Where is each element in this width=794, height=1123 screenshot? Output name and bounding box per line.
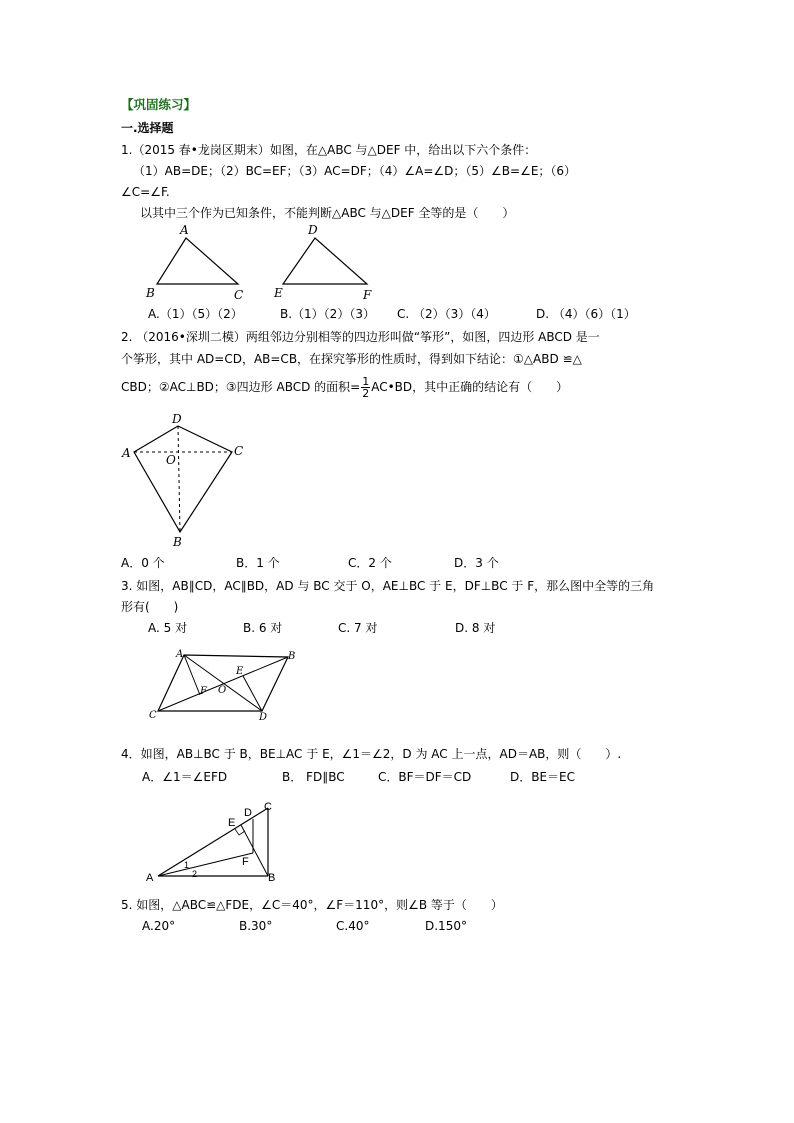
q2-label-d: D xyxy=(172,412,182,426)
q2-line2: 个筝形，其中 AD=CD，AB=CB，在探究筝形的性质时，得到如下结论：①△ABD ≌△ xyxy=(121,352,582,366)
section-title: 【巩固练习】 xyxy=(121,97,197,112)
kite-outline xyxy=(134,426,232,532)
q2-kite-figure xyxy=(118,410,258,552)
q3-label-o: O xyxy=(218,685,227,696)
q1-option-a[interactable]: A.（1）（5）（2） xyxy=(148,307,243,321)
q2-kite-svg xyxy=(118,410,258,552)
q3-option-a[interactable]: A. 5 对 xyxy=(148,621,188,635)
q4-label-d: D xyxy=(244,807,252,819)
q5-option-c[interactable]: C.40° xyxy=(336,919,370,933)
q2-option-b[interactable]: B．1 个 xyxy=(236,556,280,570)
q1-figure xyxy=(140,222,400,304)
q2-label-c: C xyxy=(234,444,244,458)
q1-label-e: E xyxy=(274,286,283,300)
q4-label-a: A xyxy=(146,872,154,884)
triangle-def xyxy=(283,238,367,284)
q5-option-a[interactable]: A.20° xyxy=(142,919,176,933)
q1-line3: ∠C=∠F. xyxy=(121,185,170,199)
q2-label-o: O xyxy=(166,453,176,467)
q3-line2: 形有( ) xyxy=(121,600,179,614)
q2-option-a[interactable]: A．0 个 xyxy=(121,556,165,570)
q5-option-b[interactable]: B.30° xyxy=(239,919,273,933)
q3-label-c: C xyxy=(149,710,157,721)
q4-label-f: F xyxy=(242,856,249,868)
q4-figure xyxy=(140,798,290,888)
q3-parallelogram-svg xyxy=(142,645,312,727)
q2-line3 xyxy=(121,374,568,400)
q4-option-c[interactable]: C．BF＝DF＝CD xyxy=(378,770,472,784)
q4-label-b: B xyxy=(268,872,276,884)
q1-label-b: B xyxy=(146,286,155,300)
section-heading-choice: 一.选择题 xyxy=(121,121,174,135)
fraction-denominator: 2 xyxy=(362,387,370,400)
segment-df xyxy=(243,676,262,711)
q2-line3-post: AC•BD，其中正确的结论有（ ） xyxy=(371,380,569,394)
q2-line1: 2. （2016•深圳二模）两组邻边分别相等的四边形叫做“筝形”，如图，四边形 ABCD 是一 xyxy=(121,330,600,344)
q3-option-d[interactable]: D. 8 对 xyxy=(455,621,496,635)
q3-parallelogram-figure xyxy=(142,645,312,727)
q5-option-d[interactable]: D.150° xyxy=(425,919,467,933)
q1-label-c: C xyxy=(234,288,244,302)
q1-option-c[interactable]: C. （2）（3）（4） xyxy=(397,307,496,321)
q2-label-b: B xyxy=(173,535,182,549)
q3-label-b: B xyxy=(288,651,296,662)
q5-line1: 5. 如图，△ABC≌△FDE，∠C＝40°，∠F＝110°，则∠B 等于（ ） xyxy=(121,898,503,912)
q4-option-b[interactable]: B． FD∥BC xyxy=(282,770,345,784)
q4-line1: 4．如图，AB⊥BC 于 B，BE⊥AC 于 E，∠1＝∠2，D 为 AC 上一点，AD＝AB，则（ ）. xyxy=(121,747,622,761)
q4-label-angle-1: 1 xyxy=(184,860,190,870)
q3-label-d: D xyxy=(259,712,268,723)
fraction-numerator: 1 xyxy=(362,375,370,388)
q1-line1: 1.（2015 春•龙岗区期末）如图，在△ABC 与△DEF 中，给出以下六个条件： xyxy=(121,143,537,157)
q3-option-b[interactable]: B. 6 对 xyxy=(243,621,283,635)
q3-line1: 3. 如图，AB∥CD，AC∥BD，AD 与 BC 交于 O，AE⊥BC 于 E，DF⊥BC 于 F，那么图中全等的三角 xyxy=(121,579,655,593)
q4-label-e: E xyxy=(228,817,236,829)
q2-option-d[interactable]: D．3 个 xyxy=(454,556,499,570)
q4-label-angle-2: 2 xyxy=(192,869,198,879)
q4-option-d[interactable]: D．BE＝EC xyxy=(510,770,576,784)
fraction-one-half xyxy=(361,376,370,399)
q2-label-a: A xyxy=(122,446,131,460)
q3-label-e: E xyxy=(236,666,244,677)
q2-line3-pre: CBD；②AC⊥BD；③四边形 ABCD 的面积= xyxy=(121,380,361,394)
q1-label-d: D xyxy=(308,223,318,237)
q4-label-c: C xyxy=(264,801,272,813)
q1-option-b[interactable]: B.（1）（2）（3） xyxy=(280,307,375,321)
triangle-abc xyxy=(157,238,238,284)
q1-label-f: F xyxy=(363,288,372,302)
q1-line4: 以其中三个作为已知条件，不能判断△ABC 与△DEF 全等的是（ ） xyxy=(140,206,515,220)
q1-label-a: A xyxy=(180,223,189,237)
q3-label-f: F xyxy=(200,686,207,697)
q2-option-c[interactable]: C．2 个 xyxy=(348,556,392,570)
q1-line2: （1）AB=DE；（2）BC=EF；（3）AC=DF；（4）∠A=∠D；（5）∠B=∠E；（6） xyxy=(133,164,577,178)
diagonal-bd xyxy=(178,426,180,532)
q3-label-a: A xyxy=(176,649,184,660)
q4-option-a[interactable]: A．∠1＝∠EFD xyxy=(142,770,228,784)
q3-option-c[interactable]: C. 7 对 xyxy=(338,621,378,635)
q1-triangles-svg xyxy=(140,222,400,304)
segment-af xyxy=(158,853,253,876)
q1-option-d[interactable]: D. （4）（6）（1） xyxy=(536,307,636,321)
